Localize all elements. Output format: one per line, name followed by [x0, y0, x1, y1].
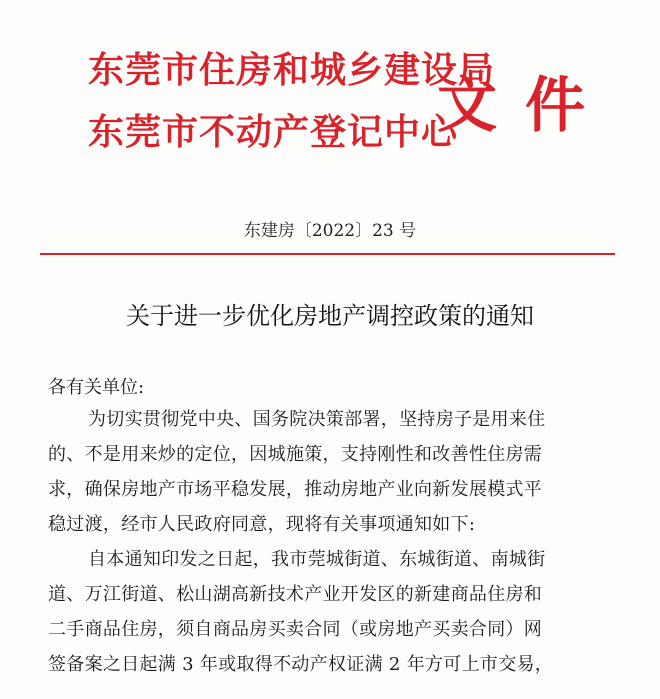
body-line-1: 为切实贯彻党中央、国务院决策部署，坚持房子是用来住: [88, 409, 546, 430]
document-word: 文件: [437, 71, 613, 141]
body-line-6: 道、万江街道、松山湖高新技术产业开发区的新建商品住房和: [48, 584, 543, 605]
body-line-5: 自本通知印发之日起，我市莞城街道、东城街道、南城街: [88, 549, 546, 570]
body-line-2: 的、不是用来炒的定位，因城施策，支持刚性和改善性住房需: [48, 444, 543, 465]
document-number: 东建房〔2022〕23 号: [243, 221, 417, 241]
body-line-3: 求，确保房地产市场平稳发展，推动房地产业向新发展模式平: [48, 479, 543, 500]
document-title: 关于进一步优化房地产调控政策的通知: [126, 302, 534, 330]
issuer-line-1: 东莞市住房和城乡建设局: [88, 50, 496, 91]
issuer-line-2: 东莞市不动产登记中心: [88, 112, 459, 153]
red-divider-line: [40, 253, 615, 255]
body-line-8: 签备案之日起满 3 年或取得不动产权证满 2 年方可上市交易，: [48, 654, 554, 675]
salutation: 各有关单位:: [48, 377, 145, 398]
body-line-4: 稳过渡，经市人民政府同意，现将有关事项通知如下:: [48, 514, 476, 535]
body-line-7: 二手商品住房，须自商品房买卖合同（或房地产买卖合同）网: [48, 619, 543, 640]
